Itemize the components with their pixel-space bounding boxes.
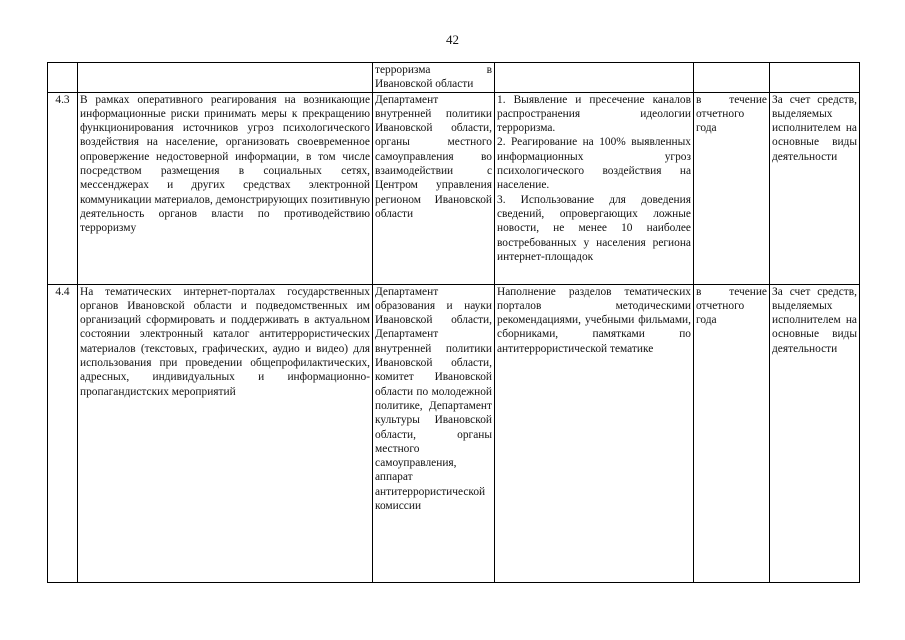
- row-number: [48, 63, 78, 93]
- result-cell: [495, 92, 694, 284]
- table-row: [48, 63, 860, 93]
- funding-cell: [770, 63, 860, 93]
- executor-cell: Департамент образования и науки Ивановской области, Департамент внутренней политики Ивановской области, комитет Ивановской области по молодежной политике, Департамент культуры Ивановской области, органы местного самоуправления, аппарат антитеррористической комиссии: [373, 284, 495, 582]
- deadline-cell: в течение отчетного года: [694, 284, 770, 582]
- funding-cell: За счет средств, выделяемых исполнителем на основные виды деятельности: [770, 92, 860, 284]
- executor-cell: Департамент внутренней политики Ивановской области, органы местного самоуправления во взаимодействии с Центром управления регионом Ивановской области: [373, 92, 495, 284]
- result-item: 1. Выявление и пресечение каналов распространения идеологии терроризма.: [497, 93, 691, 135]
- funding-cell: За счет средств, выделяемых исполнителем на основные виды деятельности: [770, 284, 860, 582]
- result-item: Наполнение разделов тематических порталов методическими рекомендациями, учебными фильмами, сборниками, памятками по антитеррористической тематике: [497, 285, 691, 355]
- action-cell: На тематических интернет-порталах государственных органов Ивановской области и подведомственных им организаций сформировать и поддерживать в актуальном состоянии электронный каталог антитеррористических материалов (текстовых, графических, аудио и видео) для использования при проведении общепрофилактических, адресных, индивидуальных и информационно-пропагандистских мероприятий: [78, 284, 373, 582]
- page-number: 42: [446, 32, 459, 47]
- result-item: 2. Реагирование на 100% выявленных информационных угроз психологического воздействия на население.: [497, 136, 691, 192]
- deadline-cell: в течение отчетного года: [694, 92, 770, 284]
- row-number: 4.3: [48, 92, 78, 284]
- row-number: 4.4: [48, 284, 78, 582]
- executor-cell: терроризма в Ивановской области: [373, 63, 495, 93]
- table-row: [48, 284, 860, 582]
- deadline-cell: [694, 63, 770, 93]
- result-cell: [495, 63, 694, 93]
- result-cell: [495, 284, 694, 582]
- table-row: [48, 92, 860, 284]
- result-item: 3. Использование для доведения сведений, опровергающих ложные новости, не менее 10 наиболее востребованных у населения региона интернет-площадок: [497, 193, 691, 263]
- action-cell: [78, 63, 373, 93]
- action-cell: В рамках оперативного реагирования на возникающие информационные риски принимать меры к прекращению функционирования источников угроз психологического воздействия на население, организовать своевременное опровержение недостоверной информации, в том числе посредством размещения в социальных сетях, мессенджерах и других средствах электронной коммуникации материалов, демонстрирующих позитивную деятельность органов власти по противодействию терроризму: [78, 92, 373, 284]
- measures-table: [47, 62, 860, 583]
